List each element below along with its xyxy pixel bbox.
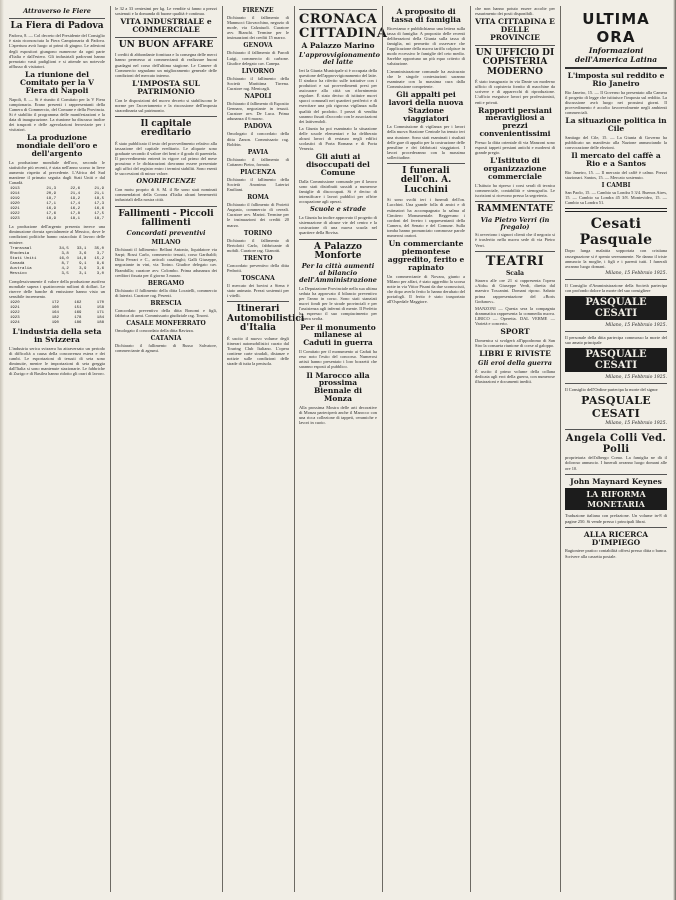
article-text: Concordato preventivo della ditta Bonomi e figli, fabbrica di armi. Commissario giudiziale rag. Tosoni. xyxy=(115,307,217,319)
divider xyxy=(115,116,217,117)
table-row xyxy=(9,272,105,277)
table-cell: 190 xyxy=(51,321,59,326)
section-label: MILANO xyxy=(151,239,181,247)
divider xyxy=(475,201,555,202)
divider xyxy=(475,45,555,46)
article-text: Dichiarato il fallimento di Proietti Augusto, commercio di cereali. Curatore avv. Marini. Termine per le insinuazioni dei crediti 20 marzo. xyxy=(227,202,289,228)
obituary-date: Milano, 15 Febbraio 1925. xyxy=(605,375,667,381)
article-text: Presso la ditta orientale di via Manzoni sono esposti tappeti persiani antichi e moderni di grande pregio. xyxy=(475,140,555,156)
table-cell: 3,7 xyxy=(96,251,104,256)
article-text: Rio Janeiro, 15. — Il mercato del caffè è calmo. Prezzi stazionari. Santos, 15. — Mercato sostenuto. xyxy=(565,170,667,181)
obituary-text: Il Consiglio dell'Ordine partecipa la morte del signor xyxy=(565,387,658,393)
headline: UN UFFICIO DI COPISTERIA MODERNO xyxy=(475,47,555,77)
article-text: È uscito il primo volume della collana dedicata agli eroi della guerra, con numerose illustrazioni e documenti inediti. xyxy=(475,368,555,385)
table-cell: 160 xyxy=(51,306,59,311)
article-text: Padova, 8. — Col decreto del Presidente del Consiglio è stata riconosciuta la Fiera Campionaria di Padova. L'apertura avrà luogo ai primi di giugno. Le adesioni degli espositori giungono numerose da ogni parte d'Italia e dall'estero. Gli industriali padovani hanno prenotato vasti padiglioni e si attende un notevole afflusso di visitatori. xyxy=(9,33,105,69)
headline: Itinerari Automobilistici d'Italia xyxy=(227,304,305,334)
table-row xyxy=(9,217,105,222)
table-cell: Transvaal xyxy=(10,246,32,251)
article-text: La produzione mondiale dell'oro, secondo le statistiche più recenti, è stata nell'anno scorso in lieve aumento rispetto al precedente. L'Africa del Sud mantiene il primato seguita dagli Stati Uniti e dal Canadà. xyxy=(9,159,105,186)
divider xyxy=(299,9,377,10)
headline: Concordati preventivi xyxy=(126,229,206,238)
article-text: Si avvertono i signori clienti che il negozio si è trasferito nella nuova sede di via Pietro Verri. xyxy=(475,232,555,248)
obituary-date: Milano, 15 Febbraio 1925. xyxy=(605,270,667,276)
article-text: Riceviamo e pubblichiamo una lettera sulla tassa di famiglia: A proposito delle recenti deliberazioni della Giunta sulla tassa di famiglia, mi permetto di osservare che l'applicazione della nuova tariffa colpisce in modo eccessivo le famiglie del ceto medio. Sarebbe opportuno un più equo criterio di valutazione. xyxy=(387,25,465,67)
table-cell: 172 xyxy=(51,301,59,306)
article-text: Il Comitato per il monumento ai Caduti ha reso noto l'esito del concorso. Numerosi artisti hanno presentato i loro bozzetti che saranno esposti al pubblico. xyxy=(299,349,377,370)
table-cell: 3,9 xyxy=(79,266,87,271)
section-label: PIACENZA xyxy=(240,168,276,176)
section-label: CATANIA xyxy=(150,335,182,343)
section-label: Scala xyxy=(505,270,525,278)
section-label: LIVORNO xyxy=(241,67,275,75)
section-label: CASALE MONFERRATO xyxy=(126,320,206,328)
headline: La riunione del Comitato per la V Fiera di Napoli xyxy=(20,69,94,95)
section-label: TRENTO xyxy=(243,254,273,262)
obituary-name: Angela Colli Ved. Polli xyxy=(565,433,667,456)
table-cell: 1921 xyxy=(10,207,20,212)
headline: Rapporti persiani meravigliosi a prezzi convenientissimi xyxy=(478,105,552,139)
article-text: le 32 a 33 centesimi per kg. Le vendite si fanno a prezzi sostenuti e la domanda di buone qualità è continua. xyxy=(115,6,217,17)
headline: LIBRI E RIVISTE xyxy=(479,349,551,359)
table-cell: 18,9 xyxy=(46,217,56,222)
headline: L'industria della seta in Svizzera xyxy=(12,327,102,344)
article-text: La Giunta ha poi esaminato la situazione delle scuole elementari e ha deliberato alcuni lavori di restauro negli edifici scolastici di Porta Romana e di Porta Venezia. xyxy=(299,125,377,152)
column-rule xyxy=(110,6,111,892)
table-cell: Stati Uniti xyxy=(10,256,37,261)
obituary-text: Il personale della ditta partecipa commosso la morte del suo amato principale xyxy=(565,335,667,346)
book-text: Traduzione italiana con prefazione. Un volume in-8 di pagine 250. Si vende presso i principali librai. xyxy=(565,513,667,524)
obituary-date: Milano, 15 Febbraio 1925. xyxy=(605,323,667,329)
article-text: Dichiarato il fallimento di Parodi Luigi, commercio di carbone. Giudice delegato cav. Canepa. xyxy=(227,50,289,66)
article-text: Omologato il concordato della ditta Zanon. Commissario rag. Boldrin. xyxy=(227,131,289,147)
headline: VITA INDUSTRIALE e COMMERCIALE xyxy=(120,17,212,35)
headline: I funerali dell'on. A. Lucchini xyxy=(400,166,452,195)
article-text: Un commerciante di Novara, giunto a Milano per affari, è stato aggredito la scorsa notte in via Vittor Pisani da due sconosciuti, che dopo averlo ferito lo hanno derubato del portafogli. Il ferito è stato trasportato all'Ospedale Maggiore. xyxy=(387,273,465,305)
section-label: PADOVA xyxy=(244,123,272,131)
article-text: L'industria serica svizzera ha attraversato un periodo di difficoltà a causa della concorrenza estera e dei cambi. Le esportazioni di tessuti di seta sono diminuite, mentre le importazioni di seta greggia dall'Italia si sono mantenute stazionarie. Le fabbriche di Zurigo e di Basilea hanno ridotto gli orari di lavoro. xyxy=(9,345,105,377)
book-title: LA RIFORMA MONETARIA xyxy=(565,488,667,510)
masthead-ultima-ora: ULTIMA ORA xyxy=(582,10,650,46)
divider xyxy=(475,251,555,252)
divider xyxy=(565,279,667,280)
table-cell: 188 xyxy=(96,321,104,326)
table-cell: 15,2 xyxy=(94,256,104,261)
headline: A Palazzo Monforte xyxy=(314,241,362,261)
classified-title: ALLA RICERCA D'IMPIEGO xyxy=(583,529,649,547)
column-ultima-ora xyxy=(562,6,670,892)
headline: L'imposta sul reddito e Rio Janeiro xyxy=(567,71,665,88)
headline: La Fiera di Padova xyxy=(10,20,104,31)
table-cell: 3,0 xyxy=(96,271,104,276)
table-cell: 20,9 xyxy=(46,192,56,197)
table-cell: 17,8 xyxy=(70,212,80,217)
obituary-name: Cesati Pasquale xyxy=(579,216,653,249)
divider xyxy=(387,163,465,164)
headline: VITA CITTADINA E DELLE PROVINCIE xyxy=(475,17,555,42)
table-cell: 17,6 xyxy=(46,212,56,217)
table-cell: 162 xyxy=(74,301,82,306)
statistics-table xyxy=(9,247,105,277)
article-text: Dichiarato il fallimento della Società Anonima Laterizi Emiliani. xyxy=(227,176,289,193)
article-text: Il mercato dei bovini a Siena è stato animato. Prezzi sostenuti per i vitelli. xyxy=(227,283,289,299)
table-cell: 164 xyxy=(51,311,59,316)
table-cell: 1921 xyxy=(10,306,20,311)
table-cell: 34,5 xyxy=(59,246,69,251)
section-label: BRESCIA xyxy=(150,299,182,307)
table-cell: 8,7 xyxy=(61,261,69,266)
article-text: Dichiarato il fallimento di Bertolotti Carlo, fabbricante di mobili. Curatore rag. Gianotti. xyxy=(227,237,289,253)
article-text: Concordato preventivo della ditta Pedrotti. xyxy=(227,262,289,273)
article-text: La Deputazione Provinciale nella sua ultima seduta ha approvato il bilancio preventivo per l'anno in corso. Sono stati stanziati nuovi fondi per le strade provinciali e per l'assistenza agli infermi di mente. Il Prefetto ha espresso il suo compiacimento per l'opera svolta. xyxy=(299,285,377,322)
obituary-name: PASQUALE CESATI xyxy=(565,296,667,320)
headline: L'IMPOSTA SUL PATRIMONIO xyxy=(132,78,200,96)
table-cell: 9,1 xyxy=(79,261,87,266)
section-label: FIRENZE xyxy=(242,7,274,14)
table-cell: 1924 xyxy=(10,321,20,326)
table-cell: 17,3 xyxy=(94,202,104,207)
obituary-text: Il Consiglio d'Amministrazione della Società partecipa con profondo dolore la morte del suo consigliere xyxy=(565,282,667,293)
table-cell: 3,5 xyxy=(61,271,69,276)
table-cell: 151 xyxy=(74,306,82,311)
section-label: TORINO xyxy=(243,229,273,237)
table-cell: 21,4 xyxy=(70,192,80,197)
section-label: TOSCANA xyxy=(241,275,275,283)
table-cell: 1920 xyxy=(10,301,20,306)
section-label: GENOVA xyxy=(243,42,273,50)
table-cell: 21,3 xyxy=(46,187,56,192)
table-cell: 33,1 xyxy=(76,246,87,251)
headline: RAMMENTATE xyxy=(477,204,553,215)
headline: A proposito di tassa di famiglia xyxy=(391,7,461,24)
table-cell: 3,6 xyxy=(79,251,87,256)
article-text: Alla prossima Mostra delle arti decorative di Monza parteciperà anche il Marocco con una ricca collezione di tappeti, ceramiche e lavori in cuoio. xyxy=(299,405,377,426)
article-text: La Giunta ha inoltre approvato il progetto di sistemazione di alcune vie del centro e la costruzione di una nuova scuola nel quartiere della Bovisa. xyxy=(299,215,377,236)
article-text: L'Istituto ha ripreso i corsi serali di tecnica commerciale, contabilità e stenografia. Le iscrizioni si ricevono presso la segreteria. xyxy=(475,183,555,199)
headline: La produzione mondiale dell'oro e dell'argento xyxy=(16,133,98,158)
cambi-heading: I CAMBI xyxy=(601,182,631,190)
article-text: Dichiarato il fallimento della Società Marittima Tirrena. Curatore rag. Menicagli. xyxy=(227,75,289,91)
table-cell: 182 xyxy=(51,316,59,321)
headline: Il capitale ereditario xyxy=(140,118,192,139)
headline: L'approvvigionamento del latte xyxy=(299,51,381,66)
table-cell: 17,5 xyxy=(94,212,104,217)
divider xyxy=(115,37,217,38)
obituary-text: proprietaria dell'albergo Como. La famiglia ne dà il doloroso annuncio. I funerali avranno luogo domani alle ore 10. xyxy=(565,455,667,471)
table-cell: 18,5 xyxy=(94,197,104,202)
headline: Il Marocco alla prossima Biennale di Monza xyxy=(306,370,370,404)
column-2 xyxy=(112,6,220,892)
headline: Per il monumento milanese ai Caduti in guerra xyxy=(300,322,376,348)
table-cell: 19,2 xyxy=(70,197,80,202)
article-text: Omologato il concordato della ditta Ravizza. xyxy=(115,328,194,334)
table-cell: Canadà xyxy=(10,261,25,266)
table-cell: 18,7 xyxy=(94,217,104,222)
table-cell: 3,1 xyxy=(79,271,87,276)
article-text: Rio Janeiro, 15. — Il Governo ha presentato alla Camera il progetto di legge che istituisce l'imposta sul reddito. La discussione avrà luogo nei prossimi giorni. Il provvedimento è accolto favorevolmente negli ambienti commerciali. xyxy=(565,89,667,116)
table-cell: 16,6 xyxy=(94,207,104,212)
table-cell: 3,8 xyxy=(61,251,69,256)
article-text: San Paolo, 15. — Cambio su Londra 5 3/4. Buenos Aires, 15. — Cambio su Londra 45 3/8. Montevideo, 15. — Cambio su Londra 51. xyxy=(565,190,667,206)
divider xyxy=(565,429,667,430)
article-text: La Commissione di vigilanza per i lavori della nuova Stazione Centrale ha tenuto ieri una riunione. Sono stati esaminati i risultati delle gare di appalto per la costruzione delle pensiline e dei fabbricati viaggiatori. I lavori procederanno con la massima sollecitudine. xyxy=(387,124,465,160)
article-text: Con motu proprio di S. M. il Re sono stati nominati commendatori della Corona d'Italia alcuni benemeriti industriali della nostra città. xyxy=(115,187,217,203)
table-cell: 1920 xyxy=(10,202,20,207)
divider xyxy=(565,383,667,384)
table-cell: 16,9 xyxy=(46,207,56,212)
obituary-text: Dopo lunga malattia sopportata con cristiana rassegnazione si è spento serenamente. Ne danno il triste annuncio la moglie, i figli e i parenti tutti. I funerali avranno luogo domani. xyxy=(565,248,667,269)
table-cell: 16,2 xyxy=(70,207,80,212)
headline: Scuole e strade xyxy=(310,205,366,214)
table-cell: 18,7 xyxy=(46,197,56,202)
column-rule xyxy=(560,6,561,892)
article-text: È stato inaugurato in via Dante un moderno ufficio di copisteria fornito di macchine da scrivere e di apparecchi di riproduzione. L'ufficio eseguisce lavori per professionisti, enti e privati. xyxy=(475,79,555,105)
divider xyxy=(565,331,667,332)
article-text: È uscito il nuovo volume degli itinerari automobilistici curato dal Touring Club Italiano. L'opera contiene carte stradali, distanze e notizie sulle condizioni delle strade di tutta la penisola. xyxy=(227,335,289,367)
article-text: Stasera alle ore 21 si rappresenta l'opera «Aida» di Giuseppe Verdi, diretta dal maestro Toscanini. Domani riposo. Sabato prima rappresentazione del «Boris Godunov». xyxy=(475,278,555,304)
column-5 xyxy=(384,6,468,892)
obituary-name: PASQUALE CESATI xyxy=(581,394,651,421)
table-row xyxy=(9,321,105,326)
divider xyxy=(299,239,377,240)
table-cell: 1923 xyxy=(10,217,20,222)
article-text: Con le disposizioni del nuovo decreto si stabiliscono le norme per l'accertamento e la riscossione dell'imposta straordinaria sul patrimonio. xyxy=(115,97,217,113)
article-text: Dalla Commissione comunale per il lavoro sono stati distribuiti sussidi a numerose famiglie di disoccupati. Si è deciso di intensificare i lavori pubblici per offrire occupazione agli operai. xyxy=(299,178,377,205)
table-cell: Australia xyxy=(10,266,32,271)
column-rule xyxy=(382,6,383,892)
table-cell: 35,0 xyxy=(94,246,104,251)
table-cell: 1914 xyxy=(10,192,20,197)
table-cell: 170 xyxy=(96,301,104,306)
column-rule xyxy=(470,6,471,892)
divider xyxy=(9,18,105,19)
column-3 xyxy=(224,6,305,892)
table-cell: 17,1 xyxy=(46,202,56,207)
divider xyxy=(565,527,667,528)
section-label: ROMA xyxy=(247,194,269,202)
statistics-table xyxy=(9,187,105,222)
headline: SPORT xyxy=(500,327,530,337)
page-edge-left xyxy=(0,0,4,900)
article-text: Dichiarato il fallimento di Mannucci Giovacchino, negozio di mode, via Calzaiuoli. Curatore avv. Bianchi. Termine per le insinuazioni dei crediti 15 marzo. xyxy=(227,15,289,41)
table-cell: 4,2 xyxy=(61,266,69,271)
table-cell: 1922 xyxy=(10,212,20,217)
divider xyxy=(565,208,667,212)
column-6 xyxy=(472,6,558,892)
statistics-table xyxy=(9,301,105,326)
article-text: Dichiarato il fallimento della ditta Locatelli, commercio di laterizi. Curatore rag. Pesenti. xyxy=(115,287,217,298)
table-cell: 17,4 xyxy=(70,202,80,207)
article-text: che non hanno potuto essere accolte per esaurimento dei posti disponibili. xyxy=(475,6,555,17)
headline: Via Pietro Verri (in fregalo) xyxy=(480,215,550,231)
headline: UN BUON AFFARE xyxy=(118,39,214,50)
headline: Gli appalti pei lavori della nuova Stazione viaggiatori xyxy=(388,89,464,123)
headline: A Palazzo Marino xyxy=(301,41,375,51)
section-label: NAPOLI xyxy=(244,93,272,101)
table-cell: 171 xyxy=(96,311,104,316)
table-cell: 22,6 xyxy=(70,187,80,192)
table-cell: 158 xyxy=(96,306,104,311)
table-cell: 1922 xyxy=(10,311,20,316)
divider xyxy=(565,67,667,69)
headline: Un commerciante piemontese aggredito, ferito e rapinato xyxy=(387,239,465,272)
table-cell: 9,6 xyxy=(96,261,104,266)
obituary-name: PASQUALE CESATI xyxy=(565,348,667,372)
headline: Gli eroi della guerra xyxy=(478,359,552,368)
headline: La situazione politica in Cile xyxy=(565,116,667,134)
table-cell: Messico xyxy=(10,271,27,276)
article-text: MANZONI — Questa sera la compagnia drammatica rappresenta la commedia nuova. LIRICO — Operetta. DAL VERME — Varietà e concerto. xyxy=(475,305,555,327)
headline: Il mercato del caffè a Rio e a Santos xyxy=(571,151,661,169)
table-cell: 14,8 xyxy=(76,256,87,261)
article-text: La produzione dell'argento presenta invece una diminuzione dovuta specialmente al Messico, dove le condizioni politiche hanno ostacolato il lavoro delle miniere. xyxy=(9,224,105,245)
table-cell: 18,1 xyxy=(70,217,80,222)
table-cell: 16,0 xyxy=(59,256,69,261)
divider xyxy=(565,474,667,475)
section-label: BERGAMO xyxy=(147,279,185,287)
headline: Fallimenti - Piccoli fallimenti xyxy=(118,208,214,228)
article-text: Complessivamente il valore della produzione aurifera mondiale supera i quattrocento milioni di dollari. Le riserve delle banche di emissione hanno visto un sensibile incremento. xyxy=(9,278,105,299)
table-cell: 169 xyxy=(74,311,82,316)
obituary-date: Milano, 15 Febbraio 1925. xyxy=(605,421,667,427)
headline: L'Istituto di organizzazione commerciale xyxy=(483,156,547,182)
masthead-subtitle: Informazioni dell'America Latina xyxy=(574,46,658,64)
kicker: Attraverso le Fiere xyxy=(23,7,91,15)
table-cell: 21,1 xyxy=(94,192,104,197)
classified-text: Ragioniere pratico contabilità offresi presso ditta o banca. Scrivere alla cassetta postale. xyxy=(565,548,667,559)
article-text: Domenica si svolgerà all'ippodromo di San Siro la consueta riunione di corse al galoppo. xyxy=(475,337,555,349)
column-rule xyxy=(294,6,295,892)
table-cell: 178 xyxy=(74,316,82,321)
headline: Gli aiuti ai disoccupati del Comune xyxy=(306,152,370,178)
headline: TEATRI xyxy=(485,253,545,269)
article-text: È stato pubblicato il testo del provvedimento relativo alla tassazione del capitale ereditario. Le aliquote sono graduate secondo il valore dei beni e il grado di parentela. Il provvedimento entrerà in vigore col primo del mese prossimo e le dichiarazioni dovranno essere presentate agli uffici del registro entro i termini stabiliti. Sono esenti le successioni di minor valore. xyxy=(115,140,217,177)
article-text: I crediti di abbondante fornitura e la consegna delle merci hanno permesso ai commercianti di realizzare buoni guadagni nel corso dell'ultima stagione. Le Camere di Commercio segnalano un miglioramento generale delle condizioni del mercato interno. xyxy=(115,52,217,78)
divider xyxy=(227,301,289,302)
book-author: John Maynard Keynes xyxy=(570,476,662,486)
article-text: Dichiarato il fallimento di Cattaneo Pietro, fornaio. xyxy=(227,156,289,167)
table-cell: 184 xyxy=(96,316,104,321)
table-cell: 1913 xyxy=(10,187,20,192)
table-cell: 21,9 xyxy=(94,187,104,192)
column-4 xyxy=(296,6,388,892)
section-label: PAVIA xyxy=(247,148,269,156)
divider xyxy=(115,206,217,207)
table-cell: 3,6 xyxy=(96,266,104,271)
article-text: Si sono svolti ieri i funerali dell'on. Lucchini. Una grande folla di amici e di estimatori ha accompagnato la salma al Cimitero Monumentale. Reggevano i cordoni del feretro i rappresentanti della Camera, del Senato e del Comune. Sulla tomba hanno pronunciato commosse parole numerosi oratori. xyxy=(387,197,465,238)
article-text: L'amministrazione comunale ha assicurato che le singole contestazioni saranno esaminate con la massima cura dalla Commissione competente. xyxy=(387,68,465,89)
headline: CRONACA CITTADINA xyxy=(299,12,388,41)
article-text: Ieri la Giunta Municipale si è occupata della questione dell'approvvigionamento del latte. Il sindaco ha riferito sulle trattative con i produttori e sui provvedimenti presi per assicurare alla città un rifornimento regolare. È stato deciso di istituire nuovi spacci comunali nei quartieri periferici e di esercitare una più rigorosa vigilanza sulla qualità del prodotto. I prezzi di vendita saranno fissati d'accordo con le associazioni dei lattivendoli. xyxy=(299,67,377,124)
headline: Per la città aumenti al bilancio dell'Amministrazione xyxy=(299,262,377,285)
article-text: Napoli, 8. — Si è riunito il Comitato per la V Fiera campionaria. Erano presenti i rappresentanti della Camera di Commercio, del Comune e della Provincia. Si è stabilito il programma delle manifestazioni e la data di inaugurazione. La riunione ha discusso inoltre dei trasporti e delle agevolazioni ferroviarie per i visitatori. xyxy=(9,96,105,133)
headline: ONORIFICENZE xyxy=(136,177,196,186)
column-1 xyxy=(6,6,108,892)
column-rule xyxy=(222,6,223,892)
table-cell: Rhodesia xyxy=(10,251,30,256)
article-text: Dichiarato il fallimento di Esposito Gennaro, negoziante in tessuti. Curatore avv. De Luca. Prima adunanza il 6 marzo. xyxy=(227,101,289,122)
table-cell: 1923 xyxy=(10,316,20,321)
article-text: Santiago del Cile, 15. — La Giunta di Governo ha pubblicato un manifesto alla Nazione annunciando la convocazione delle elezioni. xyxy=(565,134,667,151)
article-text: Dichiarato il fallimento di Russo Salvatore, commerciante di agrumi. xyxy=(115,343,217,354)
table-cell: 186 xyxy=(74,321,82,326)
table-cell: 1919 xyxy=(10,197,20,202)
article-text: Dichiarati il fallimento: Bellani Antonio, liquidatore via Sarpi; Rossi Carlo, commercio tessuti, corso Garibaldi; Ditta Ferrari e C., articoli casalinghi; Galli Giuseppe, negoziante in vini, via Torino. Giudice delegato cav. Brambilla; curatore avv. Colombo. Prima adunanza dei creditori fissata per il giorno 3 marzo. xyxy=(115,247,217,278)
